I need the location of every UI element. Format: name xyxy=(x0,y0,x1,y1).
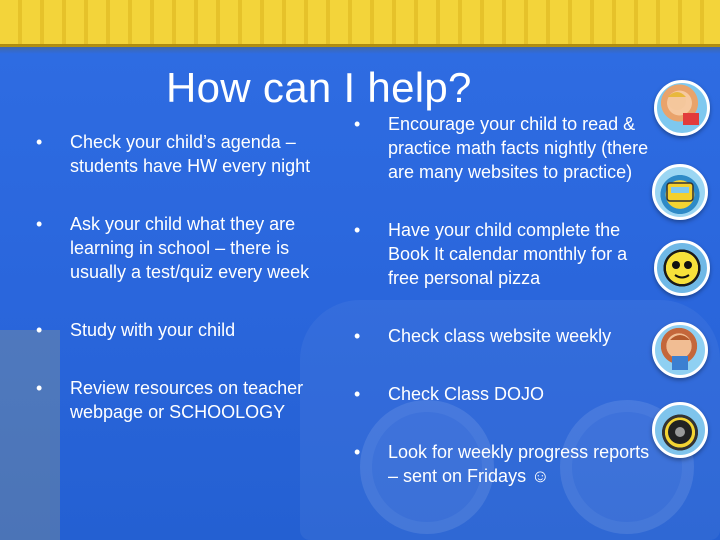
bullet-item: • Check class website weekly xyxy=(348,324,658,348)
bullet-item: • Look for weekly progress reports – sent on Fridays ☺ xyxy=(348,440,658,488)
right-bullet-list xyxy=(348,112,658,488)
kid-reading-icon xyxy=(654,80,710,136)
bullet-item: • Encourage your child to read & practice math facts nightly (there are many websites to practice) xyxy=(348,112,658,184)
bus-face-icon xyxy=(654,240,710,296)
kid-thinking-icon xyxy=(652,322,708,378)
bullet-item: • Ask your child what they are learning in school – there is usually a test/quiz every week xyxy=(30,212,350,284)
bus-book-icon xyxy=(652,164,708,220)
slide-title: How can I help? xyxy=(166,64,472,111)
bullet-item: • Check Class DOJO xyxy=(348,382,658,406)
school-bus-banner xyxy=(0,0,720,47)
bullet-item: • Review resources on teacher webpage or SCHOOLOGY xyxy=(30,376,350,424)
banner-shadow xyxy=(0,44,720,54)
bullet-item: • Have your child complete the Book It calendar monthly for a free personal pizza xyxy=(348,218,658,290)
bullet-item: • Check your child’s agenda – students have HW every night xyxy=(30,130,350,178)
bullet-item: • Study with your child xyxy=(30,318,350,342)
left-bullet-list xyxy=(30,130,350,424)
bus-wheel-icon xyxy=(652,402,708,458)
